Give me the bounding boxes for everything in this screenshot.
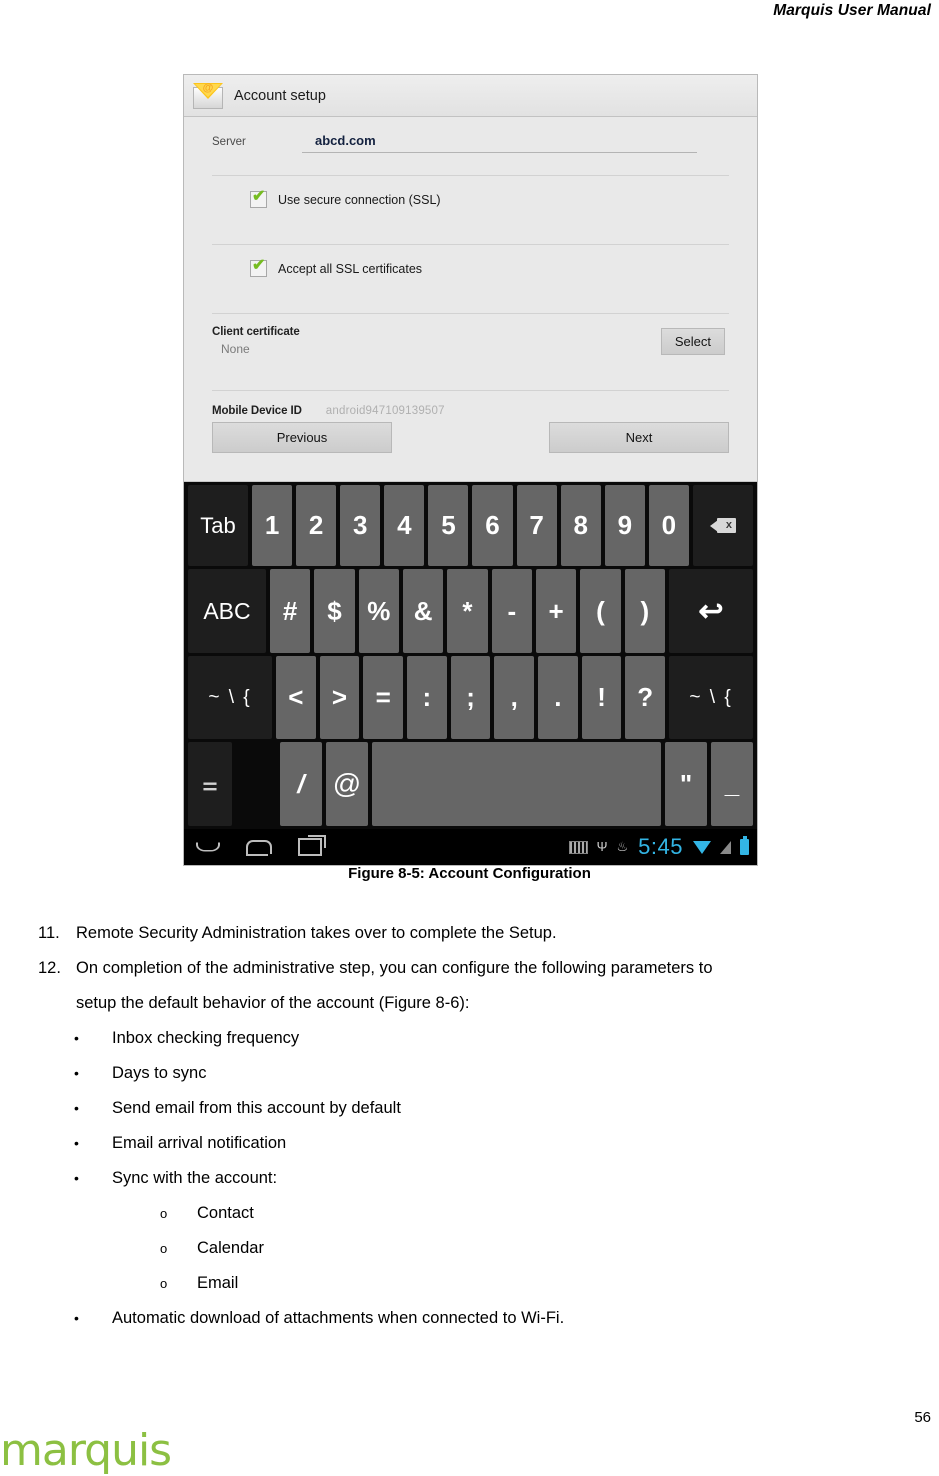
email-at-icon: @ <box>193 83 223 109</box>
home-icon[interactable] <box>246 840 272 854</box>
key-dollar[interactable]: $ <box>314 569 354 653</box>
key-equals[interactable]: = <box>363 656 403 739</box>
checkbox-accept-all-certs[interactable] <box>250 257 267 277</box>
key-1[interactable]: 1 <box>252 485 292 566</box>
marquis-logo: marquis <box>0 1425 172 1476</box>
key-exclamation[interactable]: ! <box>582 656 622 739</box>
page-number: 56 <box>914 1409 931 1426</box>
mobile-device-id-row <box>184 391 757 417</box>
check-icon: ✔ <box>252 188 266 205</box>
list-text: Send email from this account by default <box>112 1099 401 1117</box>
backspace-icon[interactable]: x <box>693 485 753 566</box>
key-spacer <box>236 742 276 826</box>
list-text: Days to sync <box>112 1064 207 1082</box>
sub-list-item <box>160 1266 918 1301</box>
key-paren-close[interactable]: ) <box>625 569 665 653</box>
key-tab[interactable]: Tab <box>188 485 248 566</box>
key-8[interactable]: 8 <box>561 485 601 566</box>
key-space[interactable] <box>372 742 661 826</box>
keyboard-row-numbers <box>184 485 757 569</box>
client-certificate-value: None <box>221 342 250 356</box>
key-9[interactable]: 9 <box>605 485 645 566</box>
client-certificate-row[interactable] <box>184 314 757 368</box>
checkbox-use-ssl-label: Use secure connection (SSL) <box>278 192 441 207</box>
mobile-device-id-label: Mobile Device ID <box>212 405 302 417</box>
list-text: On completion of the administrative step, you can configure the following parameters to <box>76 959 713 977</box>
list-text: Remote Security Administration takes over to complete the Setup. <box>76 924 557 942</box>
key-5[interactable]: 5 <box>428 485 468 566</box>
page-body <box>38 916 918 1336</box>
list-text: Email <box>197 1274 239 1292</box>
android-navigation-bar <box>184 829 757 865</box>
list-text: Contact <box>197 1204 254 1222</box>
key-greater-than[interactable]: > <box>320 656 360 739</box>
key-percent[interactable]: % <box>359 569 399 653</box>
key-semicolon[interactable]: ; <box>451 656 491 739</box>
list-text: Sync with the account: <box>112 1169 278 1187</box>
list-item <box>38 951 918 986</box>
signal-icon[interactable] <box>720 841 731 854</box>
key-4[interactable]: 4 <box>384 485 424 566</box>
list-text: Email arrival notification <box>112 1134 287 1152</box>
bullet-marker: • <box>74 1170 79 1186</box>
server-label: Server <box>212 136 246 148</box>
bullet-marker: • <box>74 1030 79 1046</box>
status-clock: 5:45 <box>638 834 683 859</box>
device-screenshot <box>183 74 758 866</box>
enter-icon[interactable]: ↩ <box>669 569 753 653</box>
key-alt-symbols-left[interactable]: ~ \ { <box>188 656 272 739</box>
list-item <box>74 1021 918 1056</box>
keyboard-row-punctuation <box>184 656 757 742</box>
key-quote[interactable]: " <box>665 742 707 826</box>
list-item <box>74 1161 918 1196</box>
usb-icon[interactable]: Ψ <box>596 839 608 854</box>
list-item <box>74 1301 918 1336</box>
sub-bullet-marker: o <box>160 1276 168 1291</box>
select-certificate-button[interactable]: Select <box>661 328 725 355</box>
list-text: setup the default behavior of the account (Figure 8-6): <box>76 994 470 1012</box>
keyboard-status-icon[interactable] <box>569 841 588 854</box>
page-running-header: Marquis User Manual <box>773 2 931 19</box>
list-marker: 11. <box>38 924 60 942</box>
key-comma[interactable]: , <box>494 656 534 739</box>
figure-caption: Figure 8-5: Account Configuration <box>348 865 591 882</box>
list-text: Automatic download of attachments when connected to Wi-Fi. <box>112 1309 565 1327</box>
next-button[interactable]: Next <box>549 422 729 453</box>
key-ampersand[interactable]: & <box>403 569 443 653</box>
key-asterisk[interactable]: * <box>447 569 487 653</box>
key-abc[interactable]: ABC <box>188 569 266 653</box>
list-marker: 12. <box>38 959 61 977</box>
key-2[interactable]: 2 <box>296 485 336 566</box>
key-period[interactable]: . <box>538 656 578 739</box>
key-colon[interactable]: : <box>407 656 447 739</box>
wifi-icon[interactable] <box>693 841 711 854</box>
server-input[interactable]: abcd.com <box>302 133 697 153</box>
key-question[interactable]: ? <box>625 656 665 739</box>
figure-account-configuration <box>183 74 758 866</box>
checkbox-accept-all-certs-label: Accept all SSL certificates <box>278 261 423 276</box>
recents-icon[interactable] <box>298 838 322 856</box>
checkbox-use-ssl[interactable] <box>250 188 267 208</box>
key-plus[interactable]: + <box>536 569 576 653</box>
keyboard-row-space <box>184 742 757 829</box>
key-alt-symbols-right[interactable]: ~ \ { <box>669 656 753 739</box>
list-text: Inbox checking frequency <box>112 1029 300 1047</box>
server-field-row <box>184 117 757 153</box>
list-item <box>74 1056 918 1091</box>
accept-certs-checkbox-row[interactable] <box>184 245 757 291</box>
key-3[interactable]: 3 <box>340 485 380 566</box>
key-less-than[interactable]: < <box>276 656 316 739</box>
key-0[interactable]: 0 <box>649 485 689 566</box>
battery-icon[interactable] <box>740 839 749 855</box>
key-minus[interactable]: - <box>492 569 532 653</box>
account-setup-form <box>184 117 757 481</box>
sub-bullet-marker: o <box>160 1241 168 1256</box>
key-hash[interactable]: # <box>270 569 310 653</box>
list-item <box>38 916 918 951</box>
key-slash[interactable]: / <box>280 742 322 826</box>
back-icon[interactable] <box>196 843 220 852</box>
list-item <box>38 986 918 1021</box>
ssl-checkbox-row[interactable] <box>184 176 757 222</box>
client-certificate-label: Client certificate <box>212 326 300 338</box>
bullet-marker: • <box>74 1065 79 1081</box>
list-item <box>74 1126 918 1161</box>
key-at[interactable]: @ <box>326 742 368 826</box>
mobile-device-id-value: android947109139507 <box>325 405 445 417</box>
previous-button[interactable]: Previous <box>212 422 392 453</box>
sub-list-item <box>160 1231 918 1266</box>
key-7[interactable]: 7 <box>517 485 557 566</box>
sub-list-item <box>160 1196 918 1231</box>
account-setup-dialog <box>184 75 757 482</box>
key-6[interactable]: 6 <box>472 485 512 566</box>
key-underscore[interactable]: _ <box>711 742 753 826</box>
bullet-marker: • <box>74 1135 79 1151</box>
sub-bullet-marker: o <box>160 1206 168 1221</box>
list-text: Calendar <box>197 1239 264 1257</box>
wizard-buttons <box>184 417 757 475</box>
bullet-marker: • <box>74 1310 79 1326</box>
check-icon: ✔ <box>252 257 266 274</box>
android-debug-icon[interactable]: ♨ <box>616 839 629 854</box>
on-screen-keyboard <box>184 482 757 829</box>
key-paren-open[interactable]: ( <box>580 569 620 653</box>
bullet-marker: • <box>74 1100 79 1116</box>
app-title: Account setup <box>234 87 326 104</box>
list-item <box>74 1091 918 1126</box>
keyboard-row-symbols <box>184 569 757 656</box>
keyboard-settings-icon[interactable]: ⚌ <box>188 742 232 826</box>
app-titlebar <box>184 75 757 117</box>
